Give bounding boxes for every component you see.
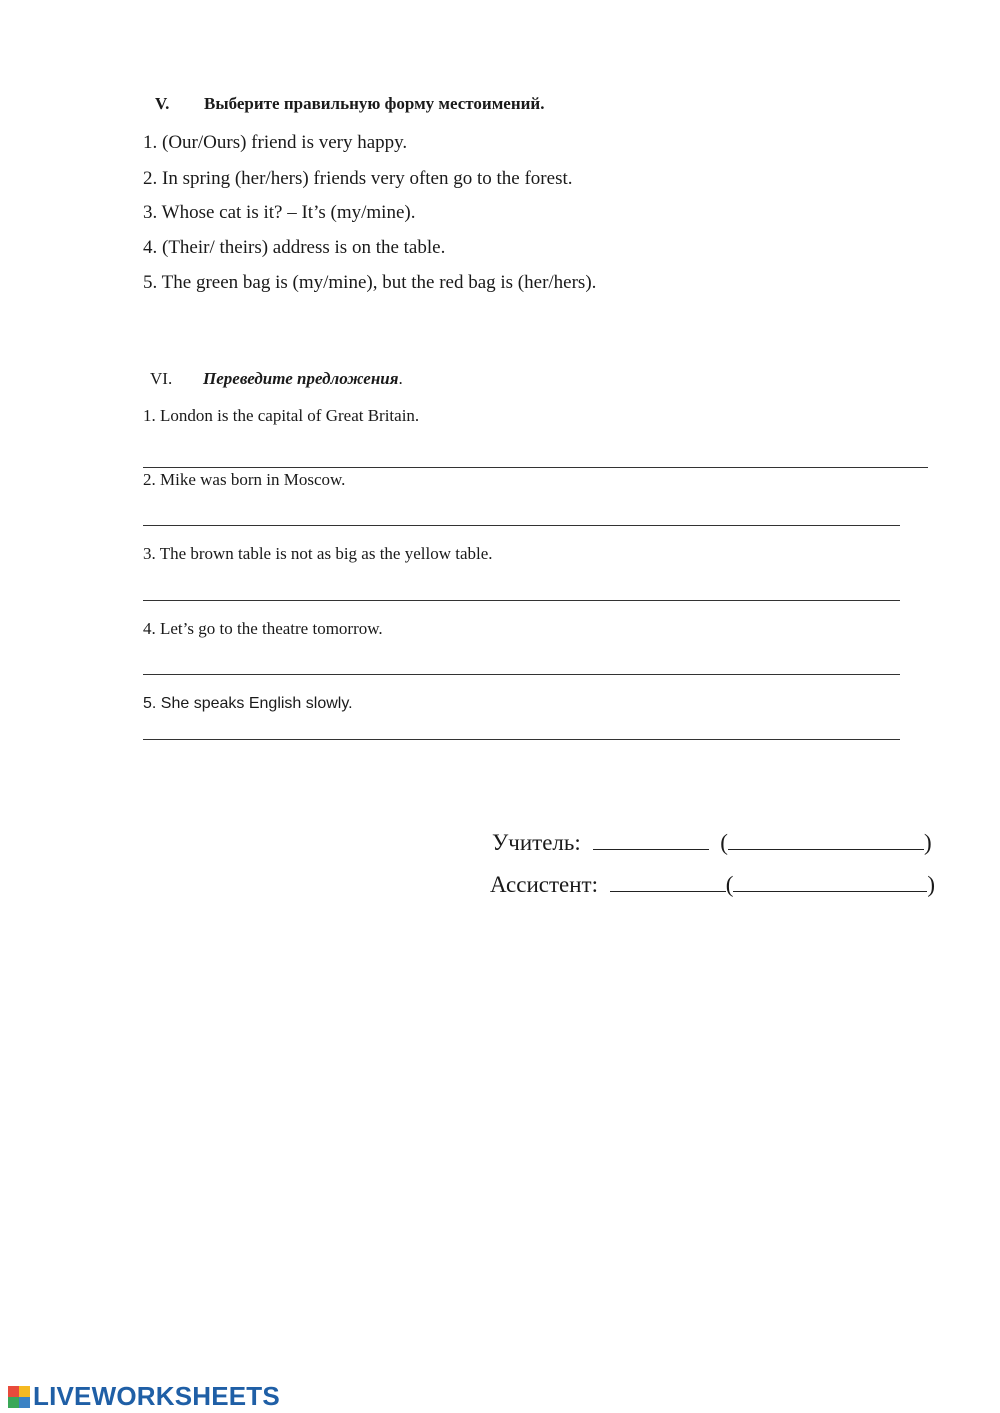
assistant-signature-blank[interactable] [610,871,726,892]
section-6-number: VI. [150,369,173,388]
teacher-name-blank[interactable] [728,829,924,850]
answer-line-5[interactable] [143,739,900,740]
assistant-signature-row [490,871,935,898]
answer-line-1[interactable] [143,467,928,468]
section-6-item-3: 3. The brown table is not as big as the yellow table. [143,544,493,563]
liveworksheets-logo-icon [8,1386,30,1408]
section-6-item-5: 5. She speaks English slowly. [143,695,353,712]
teacher-label: Учитель: [492,830,581,855]
logo-square-red [8,1386,19,1397]
section-6-item-4: 4. Let’s go to the theatre tomorrow. [143,619,383,638]
section-5-item-5: 5. The green bag is (my/mine), but the red bag is (her/hers). [143,272,597,293]
liveworksheets-logo[interactable] [8,1381,280,1412]
section-6-item-2: 2. Mike was born in Moscow. [143,470,346,489]
assistant-name-blank[interactable] [733,871,927,892]
teacher-name-close-paren: ) [923,830,932,855]
section-6-item-1: 1. London is the capital of Great Britain. [143,406,420,425]
logo-square-green [8,1397,19,1408]
section-5-item-2: 2. In spring (her/hers) friends very often go to the forest. [143,168,573,189]
section-5-item-4: 4. (Their/ theirs) address is on the table. [143,237,446,258]
teacher-signature-row [492,829,932,856]
logo-square-blue [19,1397,30,1408]
section-6-title [203,369,403,389]
assistant-name-close-paren: ) [927,872,936,897]
section-5-number: V. [155,94,170,113]
teacher-name-open-paren: ( [720,830,728,855]
section-6-title-text: Переведите предложения [203,369,399,388]
liveworksheets-logo-text: LIVEWORKSHEETS [33,1381,280,1411]
assistant-label: Ассистент: [490,872,598,897]
answer-line-3[interactable] [143,600,900,601]
teacher-signature-blank[interactable] [593,829,709,850]
answer-line-4[interactable] [143,674,900,675]
section-6-title-suffix: . [398,369,403,388]
section-5-item-3: 3. Whose cat is it? – It’s (my/mine). [143,202,416,223]
section-5-title: Выберите правильную форму местоимений. [204,94,545,113]
logo-square-yellow [19,1386,30,1397]
answer-line-2[interactable] [143,525,900,526]
assistant-name-open-paren: ( [725,872,734,897]
section-5-item-1: 1. (Our/Ours) friend is very happy. [143,132,408,153]
